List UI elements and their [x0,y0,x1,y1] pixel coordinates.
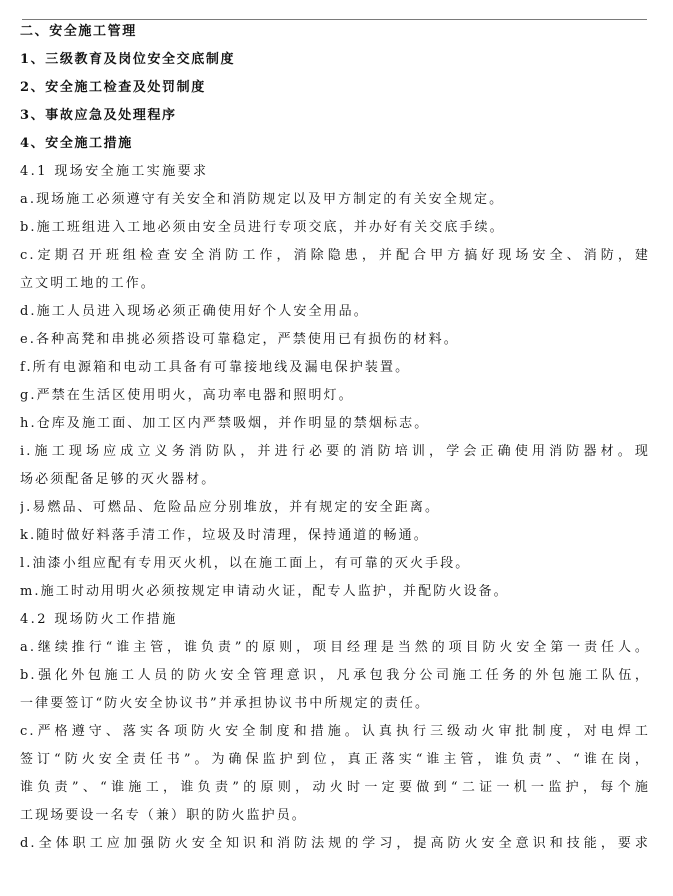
heading-education-system: 1、三级教育及岗位安全交底制度 [20,52,236,67]
subheading-4-2: 4.2 现场防火工作措施 [20,612,178,627]
paragraph-line: d.全体职工应加强防火安全知识和消防法规的学习，提高防火安全意识和技能，要求 [20,836,650,851]
paragraph-line: b.施工班组进入工地必须由安全员进行专项交底，并办好有关交底手续。 [20,220,505,235]
paragraph-line: 一律要签订“防火安全协议书”并承担协议书中所规定的责任。 [20,696,431,711]
paragraph-line: a.继续推行“谁主管，谁负责”的原则，项目经理是当然的项目防火安全第一责任人。 [20,640,650,655]
paragraph-line: i.施工现场应成立义务消防队，并进行必要的消防培训，学会正确使用消防器材。现 [20,444,650,459]
paragraph-line: f.所有电源箱和电动工具备有可靠接地线及漏电保护装置。 [20,360,411,375]
paragraph-line: a.现场施工必须遵守有关安全和消防规定以及甲方制定的有关安全规定。 [20,192,505,207]
heading-inspection-system: 2、安全施工检查及处罚制度 [20,80,206,95]
heading-safety-management: 二、安全施工管理 [20,24,137,39]
paragraph-line: 签订“防火安全责任书”。为确保监护到位，真正落实“谁主管，谁负责”、“谁在岗， [20,752,650,767]
paragraph-line: c.严格遵守、落实各项防火安全制度和措施。认真执行三级动火审批制度，对电焊工 [20,724,650,739]
subheading-4-1: 4.1 现场安全施工实施要求 [20,164,209,179]
paragraph-line: c.定期召开班组检查安全消防工作，消除隐患，并配合甲方搞好现场安全、消防，建 [20,248,650,263]
paragraph-line: 谁负责”、“谁施工，谁负责”的原则，动火时一定要做到“二证一机一监护，每个施 [20,780,650,795]
paragraph-line: k.随时做好料落手清工作，垃圾及时清理，保持通道的畅通。 [20,528,429,543]
document-body [20,18,650,858]
paragraph-line: 工现场要设一名专（兼）职的防火监护员。 [20,808,307,823]
paragraph-line: g.严禁在生活区使用明火，高功率电器和照明灯。 [20,388,354,403]
paragraph-line: 立文明工地的工作。 [20,276,156,291]
paragraph-line: e.各种高凳和串挑必须搭设可靠稳定，严禁使用已有损伤的材料。 [20,332,459,347]
paragraph-line: 场必须配备足够的灭火器材。 [20,472,217,487]
paragraph-line: h.仓库及施工面、加工区内严禁吸烟，并作明显的禁烟标志。 [20,416,430,431]
heading-safety-measures: 4、安全施工措施 [20,136,133,151]
paragraph-line: b.强化外包施工人员的防火安全管理意识，凡承包我分公司施工任务的外包施工队伍， [20,668,650,683]
heading-emergency-procedure: 3、事故应急及处理程序 [20,108,177,123]
paragraph-line: j.易燃品、可燃品、危险品应分别堆放，并有规定的安全距离。 [20,500,441,515]
paragraph-line: m.施工时动用明火必须按规定申请动火证，配专人监护，并配防火设备。 [20,584,509,599]
paragraph-line: d.施工人员进入现场必须正确使用好个人安全用品。 [20,304,369,319]
paragraph-line: l.油漆小组应配有专用灭火机，以在施工面上，有可靠的灭火手段。 [20,556,471,571]
